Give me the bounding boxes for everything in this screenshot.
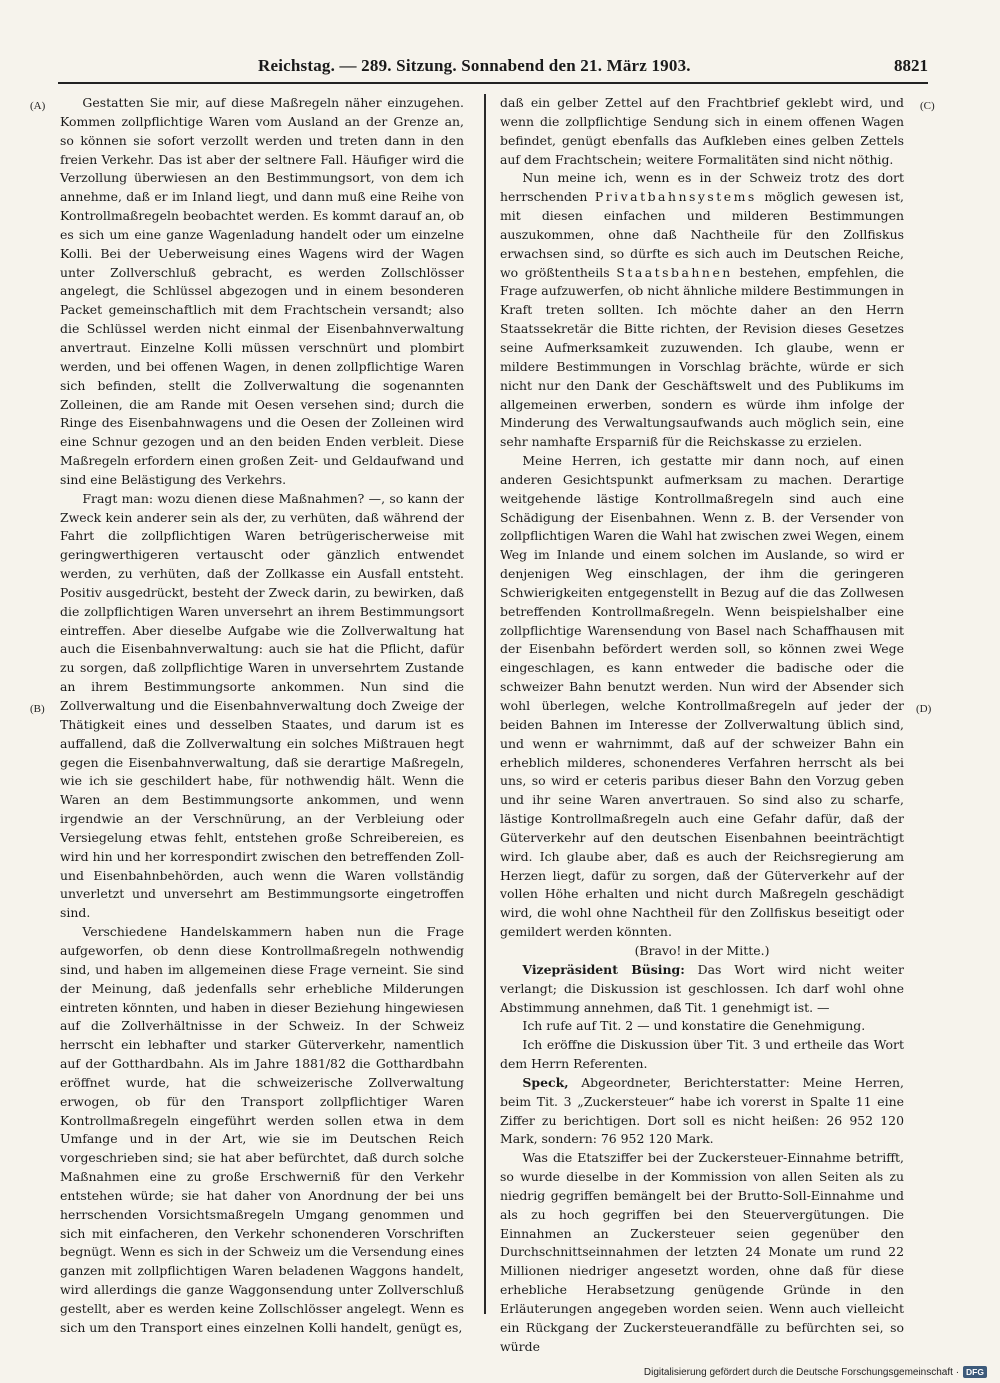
column-divider — [484, 94, 486, 1314]
text-run: Das Wort wird nicht weiter verlangt; die Diskussion ist geschlossen. Ich darf wohl ohne Abstimmung annehmen, daß Tit. 1 genehmigt ist. — — [500, 961, 904, 1015]
header-rule — [58, 82, 928, 84]
paragraph: Was die Etatsziffer bei der Zuckersteuer-Einnahme betrifft, so wurde dieselbe in der Kommission von allen Seiten als zu niedrig gegriffen bemängelt bei der Brutto-Soll-Einnahme und als zu hoch gegriffen bei den Steuervergütungen. Die Einnahmen an Zuckersteuer seien gegenüber den Durchschnittseinnahmen der letzten 24 Monate um rund 22 Millionen niedriger angesetzt worden, ohne daß für diese erhebliche Herabsetzung genügende Gründe in den Erläuterungen angegeben worden seien. Wenn auch vielleicht ein Rückgang der Zuckersteuerandfälle zu befürchten sei, so würde — [500, 1150, 904, 1354]
page-number: 8821 — [894, 56, 928, 75]
left-column — [60, 94, 464, 1335]
speaker-name: Speck, — [522, 1074, 569, 1090]
page-header — [58, 52, 928, 78]
speaker-name: Vizepräsident Büsing: — [522, 961, 685, 977]
text-run: Nun meine ich, wenn es in der Schweiz trotz des dort herrschenden — [500, 170, 904, 205]
paragraph: Ich eröffne die Diskussion über Tit. 3 und ertheile das Wort dem Herrn Referenten. — [500, 1037, 904, 1072]
spaced-term: Staatsbahnen — [616, 264, 733, 280]
paragraph: daß ein gelber Zettel auf den Frachtbrief geklebt wird, und wenn die zollpflichtige Sendung sich in einem offenen Wagen befindet, genügt ebenfalls das Aufkleben eines gelben Zettels auf dem Frachtschein; weitere Formalitäten sind nicht nöthig. — [500, 95, 904, 167]
paragraph — [500, 169, 904, 452]
margin-marker-a: (A) — [30, 100, 46, 112]
paragraph: Fragt man: wozu dienen diese Maßnahmen? —, so kann der Zweck kein anderer sein als der, zu verhüten, daß während der Fahrt die zollpflichtigen Waren betrügerischerweise mit geringwerthigeren vertauscht oder gänzlich entwendet werden, zu verhüten, daß der Zollkasse ein Ausfall entsteht. Positiv ausgedrückt, besteht der Zweck darin, zu bewirken, daß die zollpflichtigen Waren unversehrt an ihrem Bestimmungsort eintreffen. Aber dieselbe Aufgabe wie die Zollverwaltung hat auch die Eisenbahnverwaltung: auch sie hat die Pflicht, dafür zu sorgen, daß zollpflichtige Waren in unversehrtem Zustande an ihrem Bestimmungsorte ankommen. Nun sind die Zollverwaltung und die Eisenbahnverwaltung doch Zweige der Thätigkeit eines und desselben Staates, und darum ist es auffallend, daß die Zollverwaltung ein solches Mißtrauen hegt gegen die Eisenbahnverwaltung, daß sie derartige Maßregeln, wie ich sie geschildert habe, für nothwendig hält. Wenn die Waren an dem Bestimmungsorte ankommen, und wenn irgendwie an der Verschnürung, an der Verbleiung oder Versiegelung etwas fehlt, entstehen große Schreibereien, es wird hin und her korrespondirt zwischen den betreffenden Zoll- und Eisenbahnbehörden, auch wenn die Waren vollständig unverletzt und unversehrt am Bestimmungsorte eingetroffen sind. — [60, 490, 464, 921]
paragraph — [500, 961, 904, 1018]
right-column — [500, 94, 904, 1354]
paragraph: Gestatten Sie mir, auf diese Maßregeln näher einzugehen. Kommen zollpflichtige Waren vom Ausland an der Grenze an, so können sie sofort verzollt werden und treten dann in den freien Verkehr. Das ist aber der seltnere Fall. Häufiger wird die Verzollung überwiesen an den Bestimmungsort, von dem ich annehme, daß er im Inland liegt, und dann muß eine Reihe von Kontrollmaßregeln beobachtet werden. Es kommt darauf an, ob es sich um eine ganze Wagenladung handelt oder um einzelne Kolli. Bei der Ueberweisung eines Wagens wird der Wagen unter Zollverschluß gebracht, es werden Zollschlösser angelegt, die Schlüssel abgezogen und in einem besonderen Packet gemeinschaftlich mit dem Frachtschein versandt; also die Schlüssel werden nicht einmal der Eisenbahnverwaltung anvertraut. Einzelne Kolli müssen verschnürt und plombirt werden, und bei offenen Wagen, in denen zollpflichtige Waren sich befinden, stellt die Zollverwaltung die sogenannten Zolleinen, die am Rande mit Oesen versehen sind; durch die Ringe des Eisenbahnwagens und die Oesen der Zolleinen wird eine Schnur gezogen und an den beiden Enden verbleit. Diese Maßregeln erfordern einen großen Zeit- und Geldaufwand und sind eine Belästigung des Verkehrs. — [60, 95, 464, 487]
applause-note: (Bravo! in der Mitte.) — [634, 942, 770, 958]
footer-text: Digitalisierung gefördert durch die Deutsche Forschungsgemeinschaft · — [643, 1366, 960, 1378]
dfg-logo: DFG — [963, 1366, 987, 1378]
margin-marker-d: (D) — [916, 703, 932, 715]
paragraph: Meine Herren, ich gestatte mir dann noch, auf einen anderen Gesichtspunkt aufmerksam zu machen. Derartige weitgehende lästige Kontrollmaßregeln sind auch eine Schädigung der Eisenbahnen. Wenn z. B. der Versender von zollpflichtigen Waren die Wahl hat zwischen zwei Wegen, einem Weg im Inlande und einem solchen im Auslande, so wird er denjenigen Weg einschlagen, der ihm die geringeren Schwierigkeiten entgegenstellt in Bezug auf die das Zollwesen betreffenden Kontrollmaßregeln. Wenn beispielshalber eine zollpflichtige Warensendung von Basel nach Schaffhausen mit der Eisenbahn befördert werden soll, so können zwei Wege eingeschlagen, es kann entweder die badische oder die schweizer Bahn benutzt werden. Nun wird der Absender sich wohl überlegen, welche Kontrollmaßregeln auf jeder der beiden Bahnen im Interesse der Zollverwaltung üblich sind, und wenn er wahrnimmt, daß auf der schweizer Bahn ein erheblich milderes, schonenderes Verfahren herrscht als bei uns, so wird er ceteris paribus dieser Bahn den Vorzug geben und ihr seine Waren anvertrauen. So sind also zu scharfe, lästige Kontrollmaßregeln auch eine Gefahr dafür, daß der Güterverkehr auf den deutschen Eisenbahnen beeinträchtigt wird. Ich glaube aber, daß es auch der Reichsregierung am Herzen liegt, dafür zu sorgen, daß der Güterverkehr auf der vollen Höhe erhalten und nicht durch Maßregeln geschädigt wird, die wohl ohne Nachtheil für den Zollfiskus beseitigt oder gemildert werden könnten. — [500, 453, 904, 940]
text-run: Abgeordneter, Berichterstatter: Meine Herren, beim Tit. 3 „Zuckersteuer“ habe ich vorerst in Spalte 11 eine Ziffer zu berichtigen. Dort soll es nicht heißen: 26 952 120 Mark, sondern: 76 952 120 Mark. — [500, 1074, 904, 1147]
text-run: möglich gewesen ist, mit diesen einfachen und milderen Bestimmungen auszukommen, ohne daß Nachtheile für den Zollfiskus erwachsen sind, so dürfte es sich auch im Deutschen Reiche, wo größtentheils — [500, 189, 904, 280]
footer — [607, 1364, 987, 1380]
paragraph — [500, 1074, 904, 1149]
margin-marker-b: (B) — [30, 703, 45, 715]
spaced-term: Privatbahnsystems — [594, 189, 757, 205]
paragraph: Ich rufe auf Tit. 2 — und konstatire die Genehmigung. — [522, 1018, 866, 1034]
paragraph: Verschiedene Handelskammern haben nun die Frage aufgeworfen, ob denn diese Kontrollmaßregeln nothwendig sind, und haben im allgemeinen diese Frage verneint. Sie sind der Meinung, daß jedenfalls sehr erhebliche Milderungen eintreten könnten, und haben in dieser Beziehung hingewiesen auf die Zollverhältnisse in der Schweiz. In der Schweiz herrscht ein lebhafter und starker Güterverkehr, namentlich auf der Gotthardbahn. Als im Jahre 1881/82 die Gotthardbahn eröffnet wurde, hat die schweizerische Zollverwaltung erwogen, ob für den Transport zollpflichtiger Waren Kontrollmaßregeln eingeführt werden sollen etwa in dem Umfange und in der Art, wie sie im Deutschen Reich vorgeschrieben sind; sie hat aber befürchtet, daß durch solche Maßnahmen eine zu große Erschwerniß für den Verkehr entstehen würde; sie hat daher von Anordnung der bei uns herrschenden Vorsichtsmaßregeln Umgang genommen und sich mit einfacheren, den Verkehr schonenderen Vorschriften begnügt. Wenn es sich in der Schweiz um die Versendung eines ganzen mit zollpflichtigen Waren beladenen Waggons handelt, wird allerdings die ganze Waggonsendung unter Zollverschluß gestellt, aber es werden keine Zollschlösser angelegt. Wenn es sich um den Transport eines einzelnen Kolli handelt, genügt es, — [60, 924, 464, 1335]
margin-marker-c: (C) — [920, 100, 935, 112]
page-title: Reichstag. — 289. Sitzung. Sonnabend den 21. März 1903. — [258, 56, 691, 75]
text-run: bestehen, empfehlen, die Frage aufzuwerfen, ob nicht ähnliche mildere Bestimmungen in Kraft treten sollten. Ich möchte daher an den Herrn Staatssekretär die Bitte richten, der Revision dieses Gesetzes seine Aufmerksamkeit zuzuwenden. Ich glaube, wenn er mildere Bestimmungen in Vorschlag brächte, würde er sich nicht nur den Dank der Geschäftswelt und des Publikums im allgemeinen erwerben, sondern es würde ihm infolge der Minderung des Verwaltungsaufwands auch möglich sein, eine sehr namhafte Ersparniß für die Reichskasse zu erzielen. — [500, 264, 904, 450]
